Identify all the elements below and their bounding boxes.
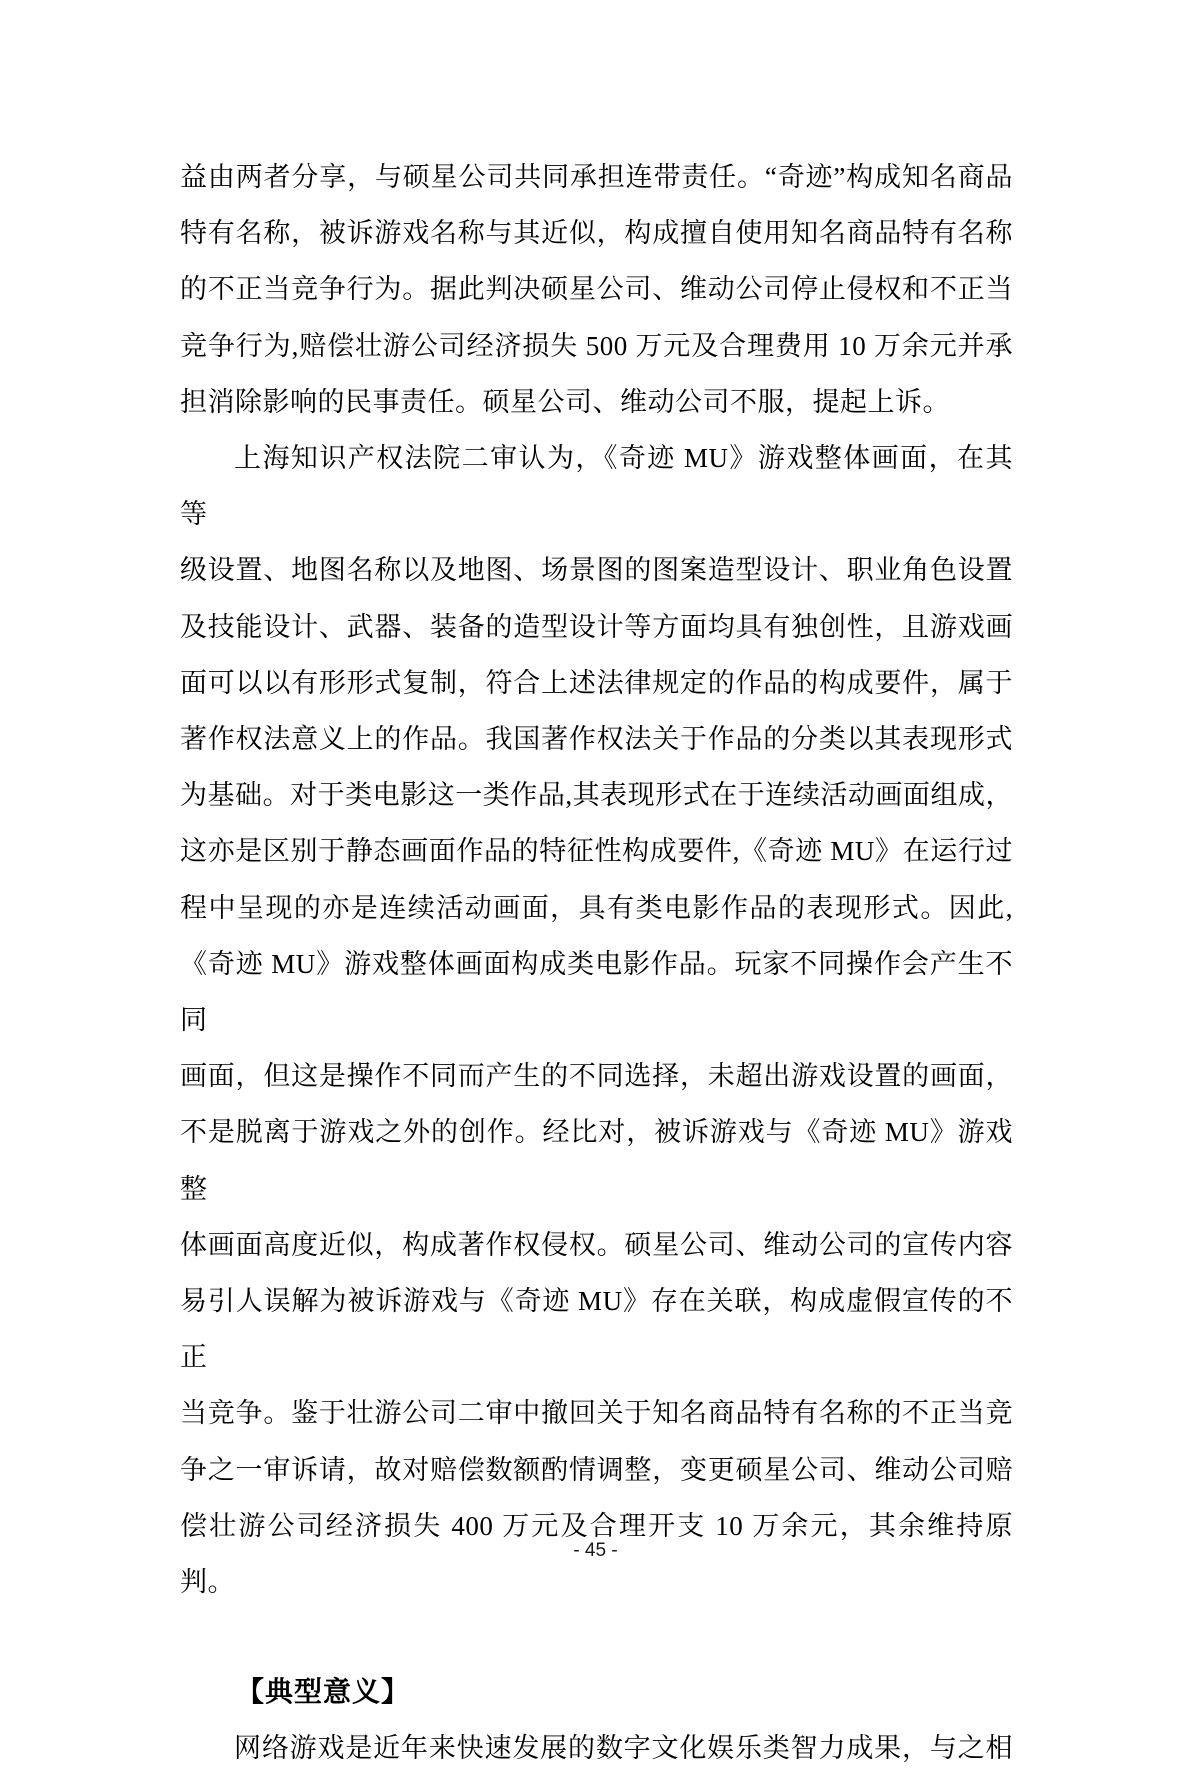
text-line: 益由两者分享，与硕星公司共同承担连带责任。“奇迹”构成知名商品 [180, 162, 1013, 192]
text-line: 程中呈现的亦是连续活动画面，具有类电影作品的表现形式。因此, [180, 892, 1013, 923]
text-line: 不是脱离于游戏之外的创作。经比对，被诉游戏与《奇迹 MU》游戏整 [180, 1117, 1013, 1204]
paragraph-first-instance-ruling [180, 149, 1013, 430]
text-line: 著作权法意义上的作品。我国著作权法关于作品的分类以其表现形式 [180, 724, 1013, 755]
text-line: 偿壮游公司经济损失 400 万元及合理开支 10 万余元，其余维持原判。 [180, 1510, 1013, 1598]
text-line: 特有名称，被诉游戏名称与其近似，构成擅自使用知名商品特有名称 [180, 218, 1013, 249]
text-line: 竞争行为,赔偿壮游公司经济损失 500 万元及合理费用 10 万余元并承 [180, 330, 1013, 361]
page-number: - 45 - [573, 1540, 618, 1561]
text-line: 的不正当竞争行为。据此判决硕星公司、维动公司停止侵权和不正当 [180, 274, 1013, 305]
paragraph-second-instance-holding [180, 430, 1013, 1610]
text-line: 及技能设计、武器、装备的造型设计等方面均具有独创性，且游戏画 [180, 611, 1013, 642]
text-line: 《奇迹 MU》游戏整体画面构成类电影作品。玩家不同操作会产生不同 [180, 948, 1013, 1036]
text-line: 画面，但这是操作不同而产生的不同选择，未超出游戏设置的画面， [180, 1061, 1013, 1092]
text-line: 这亦是区别于静态画面作品的特征性构成要件,《奇迹 MU》在运行过 [180, 836, 1013, 867]
document-body [180, 149, 1013, 1777]
text-line: 争之一审诉请，故对赔偿数额酌情调整，变更硕星公司、维动公司赔 [180, 1454, 1013, 1485]
text-line: 面可以以有形形式复制，符合上述法律规定的作品的构成要件，属于 [180, 667, 1013, 698]
section-heading-typical-significance: 【典型意义】 [236, 1676, 411, 1708]
text-line: 网络游戏是近年来快速发展的数字文化娱乐类智力成果，与之相 [234, 1733, 1013, 1764]
paragraph-typical-significance [180, 1720, 1013, 1776]
text-line: 易引人误解为被诉游戏与《奇迹 MU》存在关联，构成虚假宣传的不正 [180, 1286, 1013, 1373]
text-line: 上海知识产权法院二审认为，《奇迹 MU》游戏整体画面，在其等 [180, 443, 1013, 530]
text-line: 担消除影响的民事责任。硕星公司、维动公司不服，提起上诉。 [180, 386, 950, 417]
text-line: 当竞争。鉴于壮游公司二审中撤回关于知名商品特有名称的不正当竞 [180, 1398, 1013, 1429]
text-line: 体画面高度近似，构成著作权侵权。硕星公司、维动公司的宣传内容 [180, 1229, 1013, 1260]
text-line: 级设置、地图名称以及地图、场景图的图案造型设计、职业角色设置 [180, 555, 1013, 586]
text-line: 为基础。对于类电影这一类作品,其表现形式在于连续活动画面组成， [180, 780, 1013, 811]
